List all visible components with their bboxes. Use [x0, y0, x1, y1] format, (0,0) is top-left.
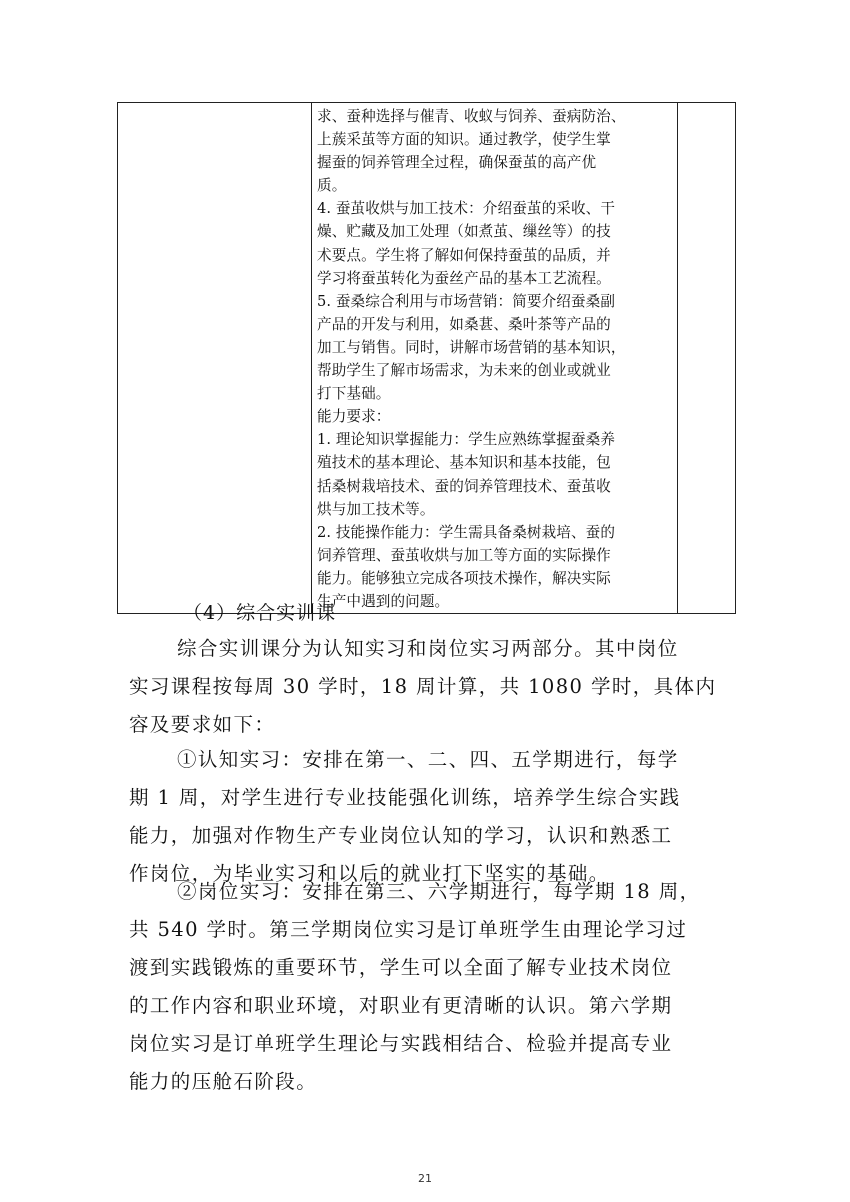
content-line: 饲养管理、蚕茧收烘与加工等方面的实际操作: [317, 546, 611, 564]
paragraph-line: ②岗位实习：安排在第三、六学期进行，每学期 18 周，: [177, 880, 701, 903]
content-line: 能力。能够独立完成各项技术操作，解决实际: [317, 569, 611, 587]
paragraph-line: 实习课程按每周 30 学时，18 周计算，共 1080 学时，具体内: [129, 675, 717, 698]
content-line: 质。: [317, 177, 347, 195]
paragraph-line: 综合实训课分为认知实习和岗位实习两部分。其中岗位: [177, 637, 679, 660]
content-line: 括桑树栽培技术、蚕的饲养管理技术、蚕茧收: [317, 477, 611, 495]
table-cell-course-name: [118, 103, 312, 614]
content-line: 加工与销售。同时，讲解市场营销的基本知识，: [317, 338, 626, 356]
content-line: 1. 理论知识掌握能力：学生应熟练掌握蚕桑养: [317, 431, 616, 449]
content-line: 烘与加工技术等。: [317, 500, 435, 518]
content-line: 能力要求：: [317, 408, 391, 426]
content-line: 生产中遇到的问题。: [317, 592, 450, 610]
table-cell-remarks: [678, 103, 736, 614]
paragraph-line: 期 1 周，对学生进行专业技能强化训练，培养学生综合实践: [129, 786, 681, 809]
content-line: 学习将蚕茧转化为蚕丝产品的基本工艺流程。: [317, 269, 611, 287]
content-line: 术要点。学生将了解如何保持蚕茧的品质，并: [317, 246, 611, 264]
content-line: 5. 蚕桑综合利用与市场营销：简要介绍蚕桑副: [317, 292, 616, 310]
paragraph-line: 容及要求如下：: [129, 713, 276, 736]
paragraph-line: 共 540 学时。第三学期岗位实习是订单班学生由理论学习过: [129, 918, 688, 941]
content-line: 打下基础。: [317, 385, 391, 403]
paragraph-line: 能力的压舱石阶段。: [129, 1070, 318, 1093]
course-table: [117, 102, 736, 614]
content-line: 上蔟采茧等方面的知识。通过教学，使学生掌: [317, 131, 611, 149]
content-line: 求、蚕种选择与催青、收蚁与饲养、蚕病防治、: [317, 108, 626, 125]
paragraph-line: 的工作内容和职业环境，对职业有更清晰的认识。第六学期: [129, 994, 673, 1017]
content-line: 产品的开发与利用，如桑葚、桑叶茶等产品的: [317, 315, 611, 333]
page-number: 21: [418, 1172, 432, 1185]
content-line: 4. 蚕茧收烘与加工技术：介绍蚕茧的采收、干: [317, 200, 616, 218]
table-row: [118, 103, 736, 614]
paragraph-overview: [129, 630, 729, 744]
paragraph-line: 渡到实践锻炼的重要环节，学生可以全面了解专业技术岗位: [129, 956, 673, 979]
paragraph-line: 作岗位，为毕业实习和以后的就业打下坚实的基础。: [129, 862, 610, 885]
paragraph-cognitive-internship: [129, 741, 729, 893]
paragraph-line: ①认知实习：安排在第一、二、四、五学期进行，每学: [177, 748, 679, 771]
paragraph-job-internship: [129, 873, 729, 1101]
content-line: 燥、贮藏及加工处理（如煮茧、缫丝等）的技: [317, 223, 611, 241]
content-line: 帮助学生了解市场需求，为未来的创业或就业: [317, 362, 611, 380]
paragraph-line: 能力，加强对作物生产专业岗位认知的学习，认识和熟悉工: [129, 824, 673, 847]
content-line: 握蚕的饲养管理全过程，确保蚕茧的高产优: [317, 154, 597, 172]
content-line: 2. 技能操作能力：学生需具备桑树栽培、蚕的: [317, 523, 616, 541]
section-heading: （4）综合实训课: [183, 602, 337, 624]
content-line: 殖技术的基本理论、基本知识和基本技能，包: [317, 454, 611, 472]
paragraph-line: 岗位实习是订单班学生理论与实践相结合、检验并提高专业: [129, 1032, 673, 1055]
table-cell-course-content: [312, 103, 678, 614]
